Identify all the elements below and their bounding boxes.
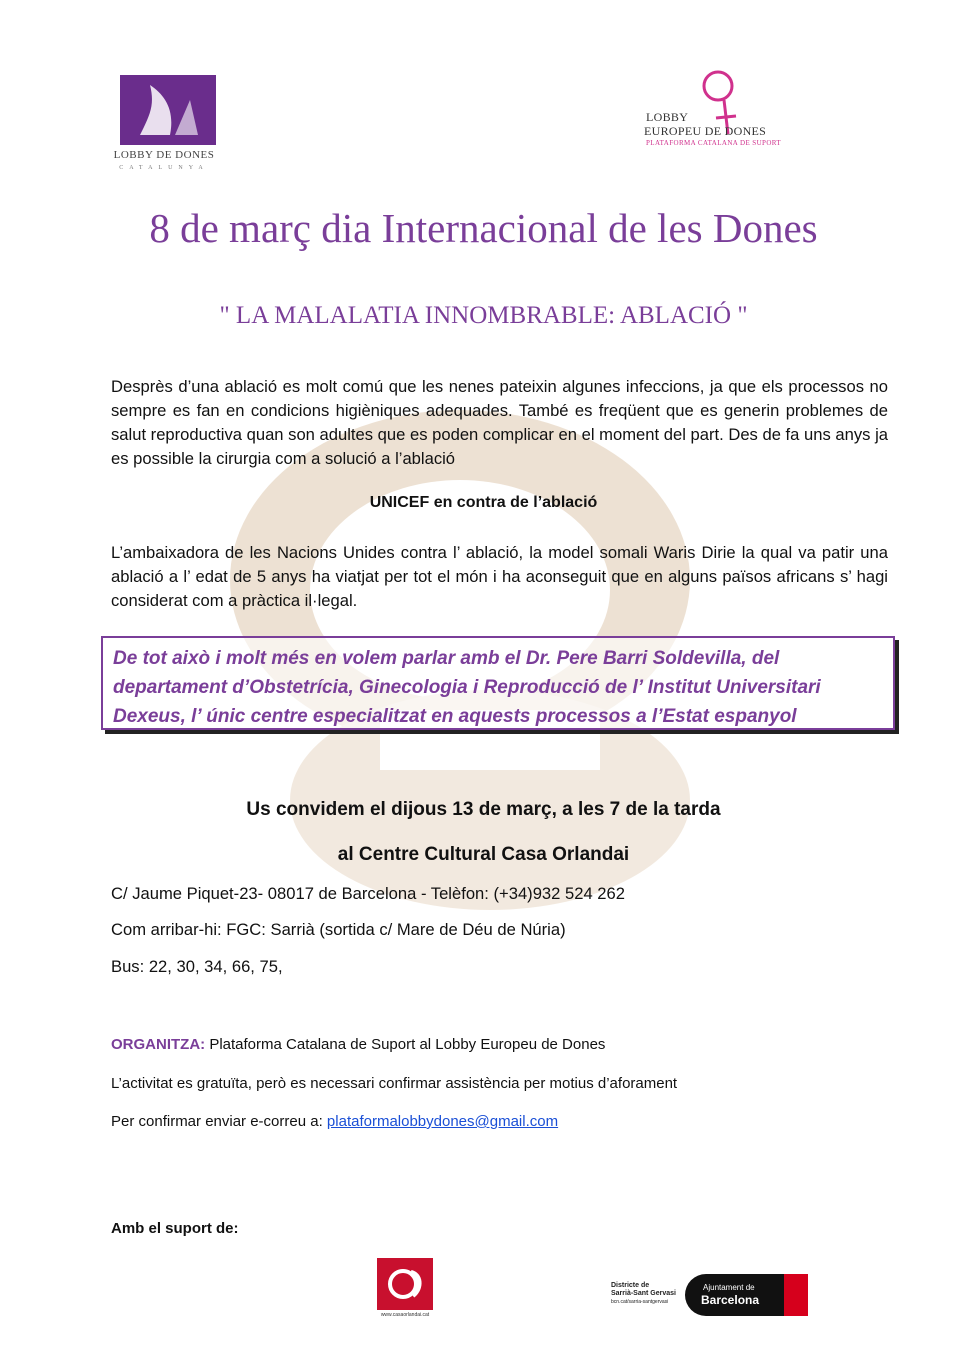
callout-box bbox=[101, 636, 895, 730]
logo-left-sub: CATALUNYA bbox=[119, 165, 209, 171]
casa-orlandai-logo bbox=[377, 1258, 433, 1318]
organizer-line bbox=[111, 1036, 605, 1053]
page-subtitle: " LA MALALATIA INNOMBRABLE: ABLACIÓ " bbox=[219, 302, 748, 329]
organizer-label: ORGANITZA: bbox=[111, 1036, 206, 1053]
organizer-name: Plataforma Catalana de Suport al Lobby Europeu de Dones bbox=[205, 1036, 606, 1053]
lobby-de-dones-logo bbox=[108, 75, 220, 180]
bus-line: Bus: 22, 30, 34, 66, 75, bbox=[111, 957, 283, 976]
lobby-europeu-logo bbox=[640, 66, 800, 156]
ajuntament-line2: Barcelona bbox=[701, 1293, 760, 1307]
support-label: Amb el suport de: bbox=[111, 1220, 239, 1237]
page-title: 8 de març dia Internacional de les Dones bbox=[149, 205, 818, 251]
unicef-heading: UNICEF en contra de l’ablació bbox=[369, 494, 598, 511]
logo-left-name: LOBBY DE DONES bbox=[113, 149, 215, 161]
barcelona-shield-icon bbox=[784, 1274, 808, 1316]
directions-line: Com arribar-hi: FGC: Sarrià (sortida c/ Mare de Déu de Núria) bbox=[111, 920, 566, 939]
venue-line: al Centre Cultural Casa Orlandai bbox=[337, 844, 630, 865]
logo-right-line1: LOBBY bbox=[646, 110, 689, 124]
district-line1: Districte de bbox=[611, 1282, 650, 1289]
callout-text: De tot això i molt més en volem parlar amb el Dr. Pere Barri Soldevilla, del departament d’Obstetrícia, Ginecologia i Reproducció de l’ Institut Universitari Dexeus, l’ únic centre especialitzat en aquests processos a l’Estat espanyol bbox=[113, 648, 821, 727]
free-note: L’activitat es gratuïta, però es necessari confirmar assistència per motius d’aforament bbox=[111, 1075, 678, 1092]
confirm-label: Per confirmar enviar e-correu a: bbox=[111, 1113, 327, 1130]
ajuntament-line1: Ajuntament de bbox=[703, 1283, 755, 1292]
intro-paragraph: Desprès d’una ablació es molt comú que les nenes pateixin algunes infeccions, ja que els processos no sempre es fan en condicions higièniques adequades. També es freqüent que es generin problemes de salut reproductiva quan son adultes que es poden complicar en el moment del part. Des de fa uns anys ja es possible la cirurgia com a solució a l’ablació bbox=[111, 377, 888, 468]
logo-right-line2: EUROPEU DE DONES bbox=[644, 124, 767, 138]
district-line3: bcn.cat/sarria-santgervasi bbox=[611, 1299, 669, 1305]
email-link[interactable]: plataformalobbydones@gmail.com bbox=[326, 1113, 559, 1130]
confirm-line bbox=[111, 1113, 558, 1130]
logo-right-line3: PLATAFORMA CATALANA DE SUPORT bbox=[646, 139, 782, 147]
ambassador-paragraph: L’ambaixadora de les Nacions Unides contra l’ ablació, la model somali Waris Dirie la qual va patir una ablació a l’ edat de 5 anys ha viatjat per tot el món i ha aconseguit que en alguns països africans s’ hagi considerat com a pràctica il·legal. bbox=[111, 543, 888, 610]
district-logo bbox=[611, 1282, 676, 1306]
address-line: C/ Jaume Piquet-23- 08017 de Barcelona - Telèfon: (+34)932 524 262 bbox=[111, 884, 625, 903]
casa-url: www.casaorlandai.cat bbox=[380, 1312, 430, 1318]
ajuntament-logo bbox=[685, 1274, 808, 1316]
district-line2: Sarrià-Sant Gervasi bbox=[611, 1290, 676, 1297]
invitation-line: Us convidem el dijous 13 de març, a les 7 de la tarda bbox=[246, 799, 721, 820]
